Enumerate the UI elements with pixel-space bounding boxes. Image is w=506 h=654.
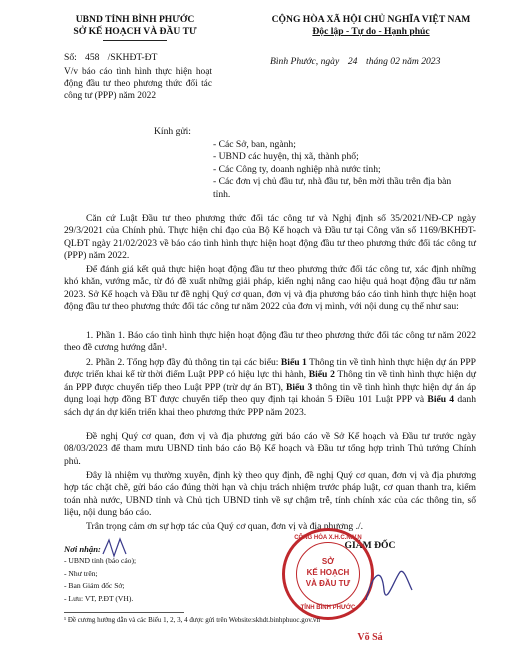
form-2-label: Biểu 2: [308, 369, 335, 381]
number-value: 458: [85, 52, 100, 63]
footnote-separator: [64, 612, 184, 613]
paragraph-duty: Đây là nhiệm vụ thường xuyên, định kỳ theo quy định, đề nghị Quý cơ quan, đơn vị và địa phương hợp tác chặt chẽ, gửi báo cáo đúng thời hạn và chịu trách nhiệm trước pháp luật, cơ quan thanh tra, kiểm toán nhà nước, UBND tỉnh và Chủ tịch UBND tỉnh về sự chậm trễ, tính chính xác của các thông tin, số liệu, nội dung báo cáo.: [64, 470, 476, 519]
place-date: [270, 56, 496, 68]
recipient-item: - Các đơn vị chủ đầu tư, nhà đầu tư, bên mời thầu trên địa bàn tỉnh.: [213, 176, 452, 200]
paragraph-part1: 1. Phần 1. Báo cáo tình hình thực hiện hoạt động đầu tư theo phương thức đối tác công tư năm 2022 theo đề cương hướng dẫn¹.: [64, 330, 476, 354]
cc-label: Nơi nhận:: [64, 544, 101, 554]
form-2-desc: Thông tin về tình hình thực hiện dự án PPP được chuyển tiếp theo Luật PPP (trừ dự án BT),: [64, 369, 476, 393]
signer-title: GIÁM ĐỐC: [344, 540, 396, 551]
seal-line-3: VÀ ĐẦU TƯ: [305, 579, 351, 588]
form-1-label: Biểu 1: [280, 357, 307, 368]
recipient-item: - Các Sở, ban, ngành;: [213, 139, 296, 150]
signer-name: Võ Sá: [357, 632, 383, 643]
cc-list: [64, 555, 136, 605]
form-4-label: Biểu 4: [427, 394, 455, 406]
seal-top-text: CỘNG HÒA X.H.C.N.V.N: [294, 535, 362, 541]
seal-bottom-text: TỈNH BÌNH PHƯỚC: [300, 605, 356, 611]
part2-intro: 2. Phần 2. Tổng hợp đầy đủ thông tin tại các biểu:: [86, 357, 281, 368]
recipient-item: - UBND các huyện, thị xã, thành phố;: [213, 151, 359, 163]
place-date-prefix: Bình Phước, ngày: [270, 56, 340, 67]
cc-item: - UBND tỉnh (báo cáo);: [64, 556, 137, 565]
form-1-desc: Thông tin về tình hình thực hiện dự án PPP được triển khai kể từ thời điểm Luật PPP có hiệu lực thi hành,: [64, 357, 476, 381]
handwritten-signature: [360, 560, 420, 610]
cc-item: - Lưu: VT, P.ĐT (VH).: [64, 593, 134, 603]
document-number: [64, 52, 244, 64]
paragraph-part2: [64, 357, 476, 419]
cc-item: - Ban Giám đốc Sở;: [64, 581, 125, 590]
republic-motto: Độc lập - Tự do - Hạnh phúc: [312, 26, 430, 37]
paragraph-thanks: Trân trọng cảm ơn sự hợp tác của Quý cơ quan, đơn vị và địa phương ./.: [86, 521, 364, 532]
date-month-year: tháng 02 năm 2023: [366, 56, 441, 67]
paragraph-purpose: Để đánh giá kết quả thực hiện hoạt động đầu tư theo phương thức đối tác công tư, xác định những khó khăn, vướng mắc, từ đó đề xuất những giải pháp, kiến nghị nâng cao hiệu quả hoạt động đầu tư năm 2023. Sở Kế hoạch và Đầu tư đề nghị Quý cơ quan, đơn vị và địa phương báo cáo tình hình thực hiện hoạt động đầu tư theo phương thức đối tác công tư năm 2022 của đơn vị mình, với nội dung cụ thể như sau:: [64, 264, 476, 313]
number-prefix: Số:: [64, 52, 77, 63]
subject: V/v báo cáo tình hình thực hiện hoạt động đầu tư theo phương thức đối tác công tư (PPP) năm 2022: [64, 67, 212, 101]
agency-underline: [103, 40, 167, 41]
cc-item: - Như trên;: [64, 568, 98, 578]
date-day: 24: [347, 56, 358, 67]
recipients-list: [213, 139, 453, 201]
agency-name-line2: SỞ KẾ HOẠCH VÀ ĐẦU TƯ: [73, 26, 197, 37]
footnote: ¹ Đề cương hướng dẫn và các Biểu 1, 2, 3, 4 được gửi trên Website:skhdt.binhphuoc.gov.vn: [64, 616, 321, 624]
form-3-label: Biểu 3: [285, 381, 313, 393]
recipients-label: Kính gửi:: [154, 126, 191, 137]
form-4-desc: danh sách dự án dự kiến triển khai theo phương thức PPP năm 2023.: [64, 394, 476, 418]
agency-name-line1: UBND TỈNH BÌNH PHƯỚC: [75, 14, 195, 25]
recipient-item: - Các Công ty, doanh nghiệp nhà nước tỉnh;: [213, 163, 381, 175]
initial-signature-mark: [100, 536, 130, 560]
seal-line-2: KẾ HOẠCH: [306, 568, 350, 577]
form-3-desc: thông tin về tình hình thực hiện dự án áp dụng loại hợp đồng BT được chuyển tiếp theo quy định tại khoản 5 Điều 101 Luật PPP và: [64, 381, 477, 406]
seal-line-1: SỞ: [321, 557, 335, 566]
paragraph-legal-basis: Căn cứ Luật Đầu tư theo phương thức đối tác công tư và Nghị định số 35/2021/NĐ-CP ngày 29/3/2021 của Chính phủ. Thực hiện chỉ đạo của Bộ Kế hoạch và Đầu tư tại Công văn số 1169/BKHĐT-QLĐT ngày 21/02/2023 về báo cáo tình hình thực hiện hoạt động đầu tư theo phương thức đối tác công tư (PPP) năm 2022.: [64, 213, 476, 262]
number-suffix: /SKHĐT-ĐT: [107, 52, 158, 63]
republic-title: CỘNG HÒA XÃ HỘI CHỦ NGHĨA VIỆT NAM: [271, 14, 471, 25]
paragraph-deadline: Đề nghị Quý cơ quan, đơn vị và địa phương gửi báo cáo về Sở Kế hoạch và Đầu tư trước ngày 08/03/2023 để tham mưu UBND tỉnh báo cáo Bộ Kế hoạch và Đầu tư tổng hợp trình Thủ tướng Chính phủ.: [64, 431, 476, 467]
